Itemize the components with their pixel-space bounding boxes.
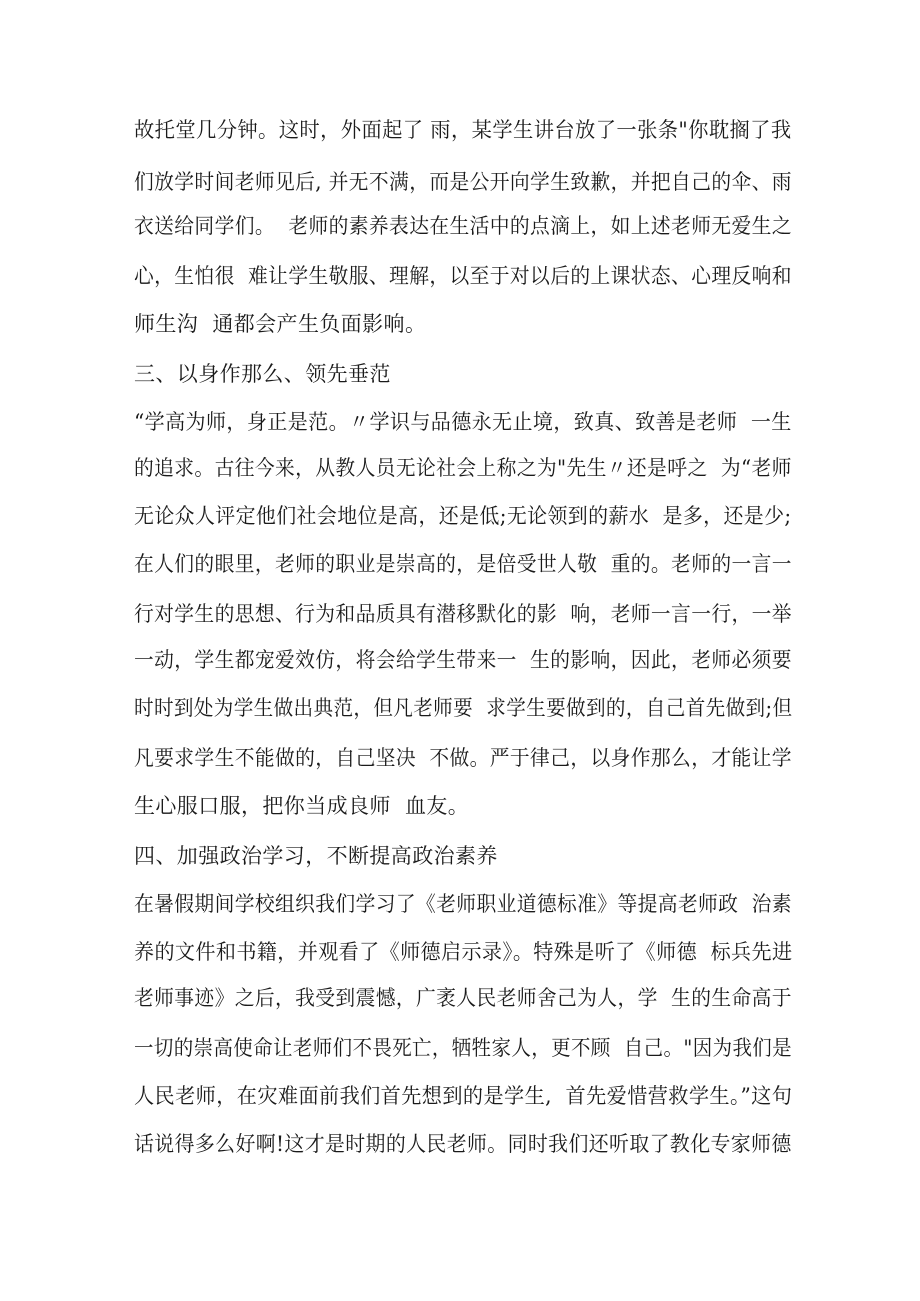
- text-line: 在人们的眼里，老师的职业是崇高的，是倍受世人敬 重的。老师的一言一: [134, 552, 792, 576]
- text-line: 一动，学生都宠爱效仿，将会给学生带来一 生的影响，因此，老师必须要: [134, 648, 792, 672]
- text-line: 无论众人评定他们社会地位是高，还是低;无论领到的薪水 是多，还是少;: [134, 504, 792, 528]
- text-line: 人民老师，在灾难面前我们首先想到的是学生, 首先爱惜营救学生。”这句: [134, 1084, 793, 1108]
- text-line: 心，生怕很 难让学生敬服、理解，以至于对以后的上课状态、心理反响和: [134, 264, 792, 288]
- text-line: 养的文件和书籍，并观看了《师德启示录》。特殊是听了《师德 标兵先进: [134, 940, 793, 964]
- text-line: 们放学时间老师见后, 并无不满，而是公开向学生致歉，并把自己的伞、雨: [134, 170, 792, 194]
- text-line: 师生沟 通都会产生负面影响。: [134, 312, 427, 336]
- text-line: 老师事迹》之后，我受到震憾，广袤人民老师舍己为人，学 生的生命高于: [134, 986, 792, 1010]
- section-heading: 四、加强政治学习，不断提高政治素养: [134, 844, 498, 868]
- section-heading: 三、以身作那么、领先垂范: [134, 362, 391, 386]
- text-line: 时时到处为学生做出典范，但凡老师要 求学生要做到的，自己首先做到;但: [134, 696, 793, 720]
- text-line: 衣送给同学们。 老师的素养表达在生活中的点滴上，如上述老师无爱生之: [134, 214, 792, 238]
- text-line: 故托堂几分钟。这时，外面起了 雨，某学生讲台放了一张条"你耽搁了我: [134, 118, 792, 142]
- text-line: 生心服口服，把你当成良师 血友。: [134, 794, 470, 818]
- text-line: 话说得多么好啊!这才是时期的人民老师。同时我们还听取了教化专家师德: [134, 1132, 792, 1156]
- text-line: 凡要求学生不能做的，自己坚决 不做。严于律己，以身作那么，才能让学: [134, 746, 792, 770]
- text-line: 在暑假期间学校组织我们学习了《老师职业道德标准》等提高老师政 治素: [134, 892, 792, 916]
- text-line: 一切的崇高使命让老师们不畏死亡，牺牲家人，更不顾 自己。"因为我们是: [134, 1036, 793, 1060]
- text-line: 行对学生的思想、行为和品质具有潜移默化的影 响，老师一言一行，一举: [134, 602, 792, 626]
- text-line: “学高为师，身正是范。〃学识与品德永无止境，致真、致善是老师 一生: [134, 410, 792, 434]
- text-line: 的追求。古往今来，从教人员无论社会上称之为"先生〃还是呼之 为“老师: [134, 456, 792, 480]
